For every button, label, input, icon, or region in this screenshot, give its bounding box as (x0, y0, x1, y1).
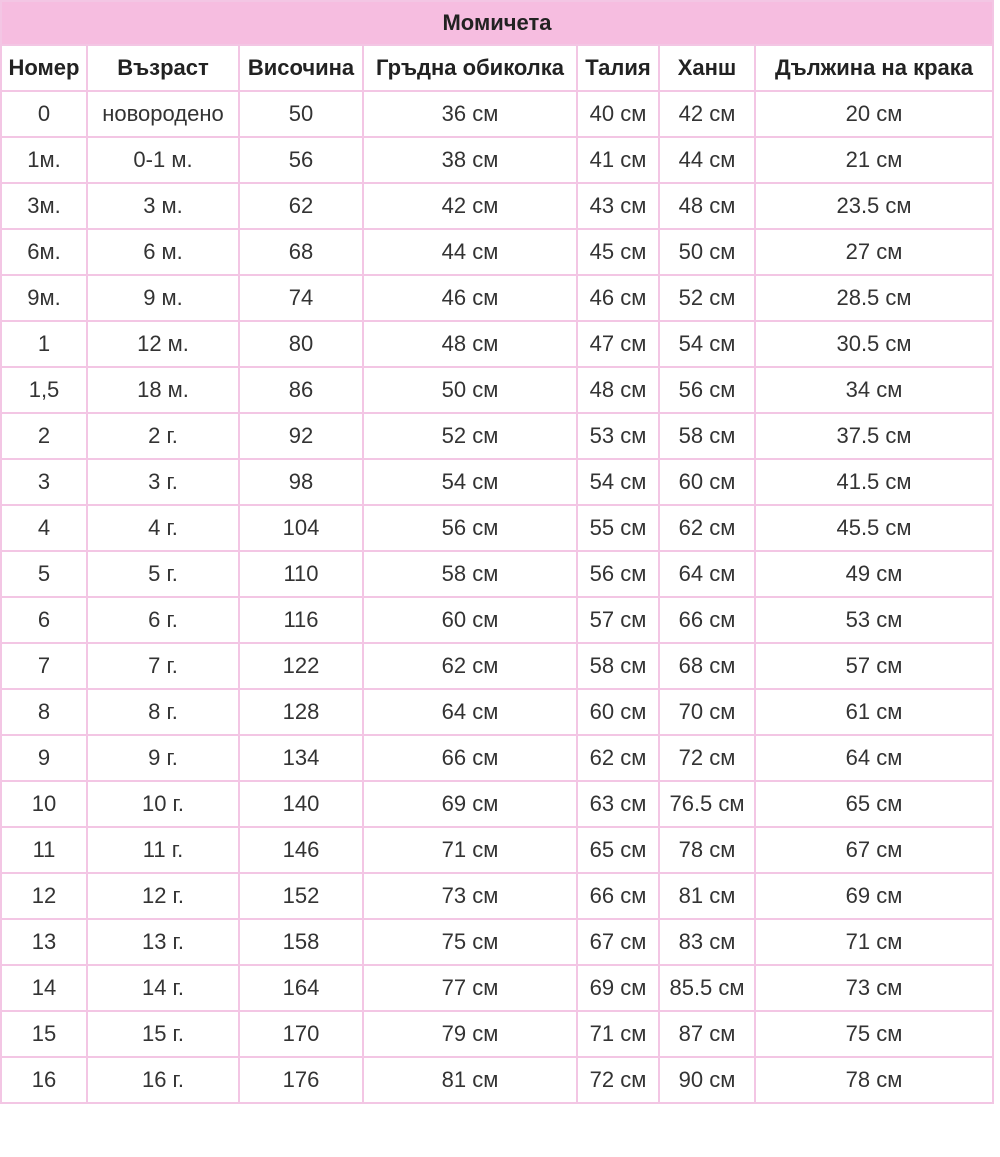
cell-height: 116 (239, 597, 363, 643)
cell-number: 1,5 (1, 367, 87, 413)
cell-leg-length: 30.5 см (755, 321, 993, 367)
cell-leg-length: 71 см (755, 919, 993, 965)
column-header-number: Номер (1, 45, 87, 91)
table-row (1, 1057, 993, 1103)
cell-chest: 60 см (363, 597, 577, 643)
column-header-hips: Ханш (659, 45, 755, 91)
cell-chest: 56 см (363, 505, 577, 551)
cell-waist: 71 см (577, 1011, 659, 1057)
cell-waist: 54 см (577, 459, 659, 505)
cell-leg-length: 23.5 см (755, 183, 993, 229)
cell-hips: 50 см (659, 229, 755, 275)
table-row (1, 367, 993, 413)
cell-waist: 58 см (577, 643, 659, 689)
cell-leg-length: 67 см (755, 827, 993, 873)
cell-chest: 58 см (363, 551, 577, 597)
cell-height: 104 (239, 505, 363, 551)
cell-age: 15 г. (87, 1011, 239, 1057)
cell-chest: 66 см (363, 735, 577, 781)
cell-leg-length: 73 см (755, 965, 993, 1011)
cell-height: 158 (239, 919, 363, 965)
cell-height: 86 (239, 367, 363, 413)
table-row (1, 827, 993, 873)
cell-height: 110 (239, 551, 363, 597)
table-row (1, 275, 993, 321)
cell-hips: 48 см (659, 183, 755, 229)
cell-height: 122 (239, 643, 363, 689)
cell-hips: 81 см (659, 873, 755, 919)
cell-height: 134 (239, 735, 363, 781)
table-row (1, 321, 993, 367)
cell-leg-length: 49 см (755, 551, 993, 597)
cell-hips: 68 см (659, 643, 755, 689)
cell-height: 146 (239, 827, 363, 873)
cell-number: 12 (1, 873, 87, 919)
cell-hips: 54 см (659, 321, 755, 367)
cell-number: 0 (1, 91, 87, 137)
cell-leg-length: 37.5 см (755, 413, 993, 459)
cell-waist: 62 см (577, 735, 659, 781)
cell-number: 3м. (1, 183, 87, 229)
cell-waist: 40 см (577, 91, 659, 137)
cell-leg-length: 75 см (755, 1011, 993, 1057)
cell-number: 6м. (1, 229, 87, 275)
table-row (1, 735, 993, 781)
cell-age: 7 г. (87, 643, 239, 689)
cell-hips: 62 см (659, 505, 755, 551)
table-row (1, 229, 993, 275)
cell-leg-length: 45.5 см (755, 505, 993, 551)
cell-hips: 85.5 см (659, 965, 755, 1011)
table-row (1, 1011, 993, 1057)
cell-age: 3 м. (87, 183, 239, 229)
cell-number: 10 (1, 781, 87, 827)
cell-age: 13 г. (87, 919, 239, 965)
cell-age: 11 г. (87, 827, 239, 873)
cell-waist: 60 см (577, 689, 659, 735)
cell-age: новородено (87, 91, 239, 137)
cell-chest: 71 см (363, 827, 577, 873)
cell-chest: 50 см (363, 367, 577, 413)
column-header-age: Възраст (87, 45, 239, 91)
cell-hips: 72 см (659, 735, 755, 781)
cell-age: 6 г. (87, 597, 239, 643)
cell-number: 7 (1, 643, 87, 689)
table-row (1, 183, 993, 229)
cell-number: 13 (1, 919, 87, 965)
cell-hips: 70 см (659, 689, 755, 735)
cell-leg-length: 78 см (755, 1057, 993, 1103)
table-row (1, 919, 993, 965)
cell-hips: 42 см (659, 91, 755, 137)
cell-leg-length: 57 см (755, 643, 993, 689)
cell-waist: 47 см (577, 321, 659, 367)
cell-age: 4 г. (87, 505, 239, 551)
table-row (1, 505, 993, 551)
title-row (1, 1, 993, 45)
cell-leg-length: 61 см (755, 689, 993, 735)
cell-age: 16 г. (87, 1057, 239, 1103)
cell-waist: 55 см (577, 505, 659, 551)
cell-height: 56 (239, 137, 363, 183)
cell-chest: 54 см (363, 459, 577, 505)
cell-height: 170 (239, 1011, 363, 1057)
cell-number: 4 (1, 505, 87, 551)
cell-hips: 58 см (659, 413, 755, 459)
cell-number: 1м. (1, 137, 87, 183)
cell-chest: 36 см (363, 91, 577, 137)
cell-hips: 66 см (659, 597, 755, 643)
cell-leg-length: 41.5 см (755, 459, 993, 505)
cell-age: 8 г. (87, 689, 239, 735)
cell-leg-length: 53 см (755, 597, 993, 643)
cell-height: 62 (239, 183, 363, 229)
table-row (1, 781, 993, 827)
cell-waist: 45 см (577, 229, 659, 275)
cell-height: 80 (239, 321, 363, 367)
cell-leg-length: 64 см (755, 735, 993, 781)
cell-waist: 48 см (577, 367, 659, 413)
cell-age: 10 г. (87, 781, 239, 827)
cell-age: 0-1 м. (87, 137, 239, 183)
cell-height: 164 (239, 965, 363, 1011)
header-row (1, 45, 993, 91)
cell-age: 6 м. (87, 229, 239, 275)
cell-height: 98 (239, 459, 363, 505)
cell-hips: 78 см (659, 827, 755, 873)
cell-waist: 65 см (577, 827, 659, 873)
cell-waist: 67 см (577, 919, 659, 965)
cell-height: 68 (239, 229, 363, 275)
cell-chest: 62 см (363, 643, 577, 689)
cell-age: 3 г. (87, 459, 239, 505)
cell-number: 5 (1, 551, 87, 597)
table-row (1, 459, 993, 505)
table-row (1, 413, 993, 459)
column-header-waist: Талия (577, 45, 659, 91)
cell-height: 50 (239, 91, 363, 137)
table-row (1, 551, 993, 597)
cell-leg-length: 27 см (755, 229, 993, 275)
table-row (1, 689, 993, 735)
cell-leg-length: 34 см (755, 367, 993, 413)
cell-age: 12 г. (87, 873, 239, 919)
cell-leg-length: 69 см (755, 873, 993, 919)
cell-waist: 46 см (577, 275, 659, 321)
cell-waist: 43 см (577, 183, 659, 229)
cell-chest: 64 см (363, 689, 577, 735)
cell-number: 14 (1, 965, 87, 1011)
cell-waist: 53 см (577, 413, 659, 459)
cell-number: 15 (1, 1011, 87, 1057)
cell-hips: 60 см (659, 459, 755, 505)
cell-number: 1 (1, 321, 87, 367)
cell-hips: 56 см (659, 367, 755, 413)
cell-chest: 77 см (363, 965, 577, 1011)
cell-age: 12 м. (87, 321, 239, 367)
table-body (1, 91, 993, 1103)
cell-height: 140 (239, 781, 363, 827)
table-title: Момичета (1, 1, 993, 45)
cell-chest: 52 см (363, 413, 577, 459)
cell-age: 9 м. (87, 275, 239, 321)
cell-age: 2 г. (87, 413, 239, 459)
table-row (1, 91, 993, 137)
cell-hips: 90 см (659, 1057, 755, 1103)
cell-waist: 57 см (577, 597, 659, 643)
cell-waist: 72 см (577, 1057, 659, 1103)
cell-height: 152 (239, 873, 363, 919)
cell-number: 9 (1, 735, 87, 781)
cell-chest: 44 см (363, 229, 577, 275)
cell-waist: 66 см (577, 873, 659, 919)
cell-waist: 69 см (577, 965, 659, 1011)
cell-age: 18 м. (87, 367, 239, 413)
table-row (1, 597, 993, 643)
cell-age: 5 г. (87, 551, 239, 597)
cell-chest: 75 см (363, 919, 577, 965)
cell-number: 3 (1, 459, 87, 505)
column-header-chest: Гръдна обиколка (363, 45, 577, 91)
table-row (1, 643, 993, 689)
cell-hips: 83 см (659, 919, 755, 965)
cell-height: 176 (239, 1057, 363, 1103)
cell-chest: 81 см (363, 1057, 577, 1103)
cell-hips: 64 см (659, 551, 755, 597)
table-row (1, 965, 993, 1011)
table-row (1, 137, 993, 183)
cell-number: 2 (1, 413, 87, 459)
cell-height: 74 (239, 275, 363, 321)
cell-waist: 41 см (577, 137, 659, 183)
cell-leg-length: 21 см (755, 137, 993, 183)
cell-waist: 56 см (577, 551, 659, 597)
cell-hips: 87 см (659, 1011, 755, 1057)
cell-chest: 73 см (363, 873, 577, 919)
cell-age: 14 г. (87, 965, 239, 1011)
cell-leg-length: 65 см (755, 781, 993, 827)
cell-chest: 79 см (363, 1011, 577, 1057)
cell-chest: 46 см (363, 275, 577, 321)
cell-chest: 48 см (363, 321, 577, 367)
cell-height: 92 (239, 413, 363, 459)
cell-leg-length: 28.5 см (755, 275, 993, 321)
cell-number: 16 (1, 1057, 87, 1103)
cell-hips: 44 см (659, 137, 755, 183)
cell-number: 11 (1, 827, 87, 873)
cell-age: 9 г. (87, 735, 239, 781)
cell-number: 8 (1, 689, 87, 735)
cell-number: 9м. (1, 275, 87, 321)
cell-number: 6 (1, 597, 87, 643)
cell-height: 128 (239, 689, 363, 735)
cell-leg-length: 20 см (755, 91, 993, 137)
cell-hips: 52 см (659, 275, 755, 321)
cell-waist: 63 см (577, 781, 659, 827)
cell-chest: 69 см (363, 781, 577, 827)
cell-chest: 38 см (363, 137, 577, 183)
column-header-leg-length: Дължина на крака (755, 45, 993, 91)
column-header-height: Височина (239, 45, 363, 91)
cell-chest: 42 см (363, 183, 577, 229)
cell-hips: 76.5 см (659, 781, 755, 827)
table-row (1, 873, 993, 919)
